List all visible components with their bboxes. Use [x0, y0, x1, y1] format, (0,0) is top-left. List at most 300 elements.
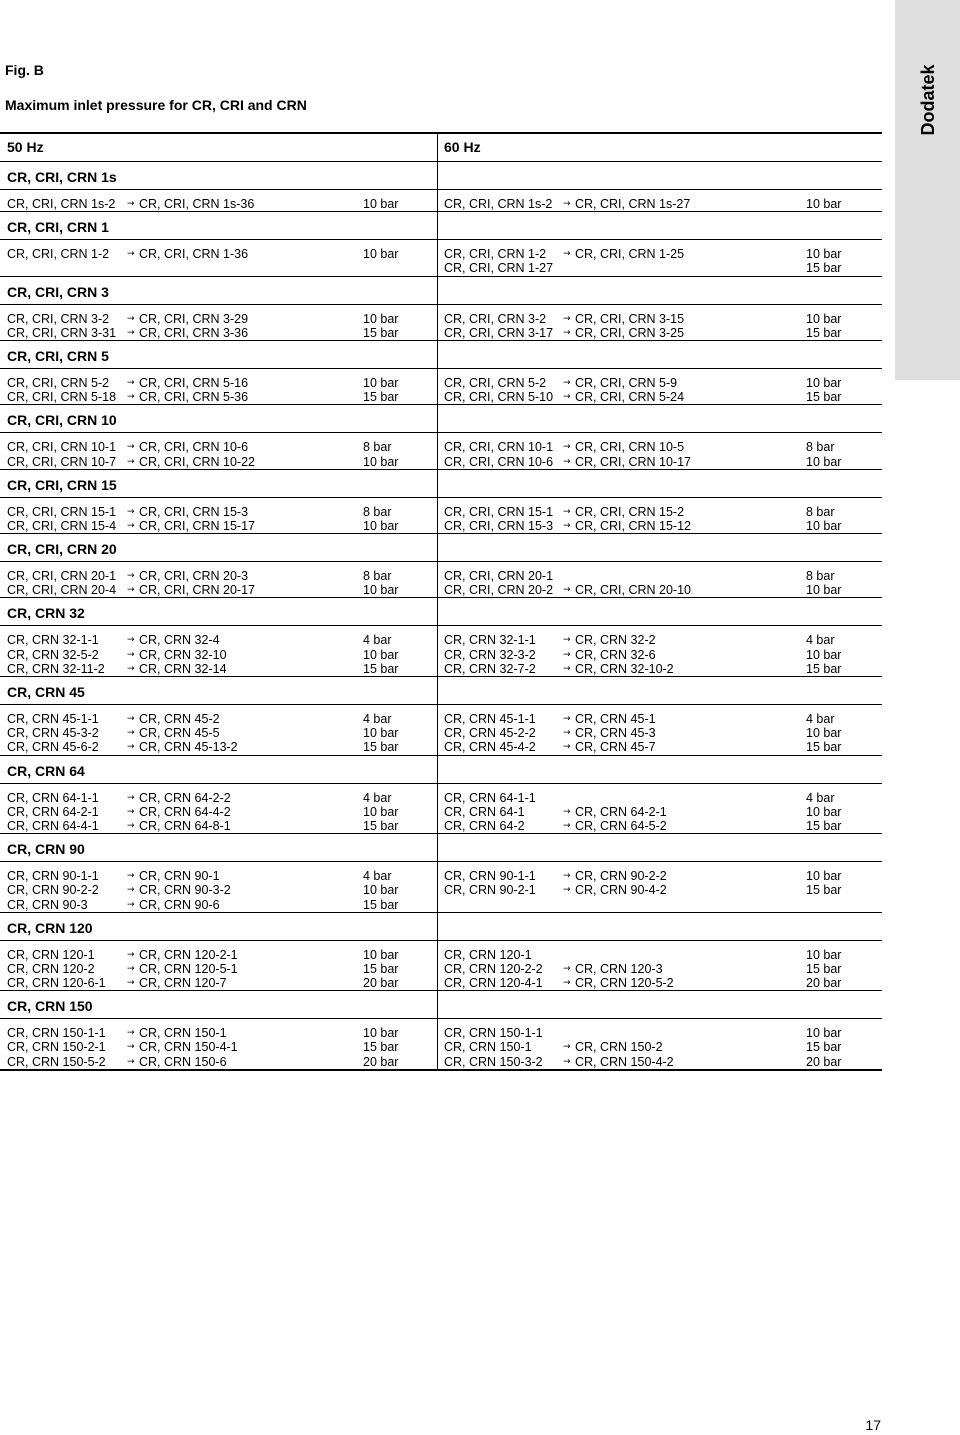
max-inlet-pressure: 10 bar [806, 869, 842, 884]
range-row [437, 197, 882, 211]
max-inlet-pressure: 8 bar [806, 569, 835, 584]
section-heading: CR, CRI, CRN 3 [0, 277, 882, 305]
max-inlet-pressure: 15 bar [363, 390, 399, 405]
range-row [0, 962, 437, 976]
range-end: CR, CRI, CRN 10-5 [575, 440, 685, 455]
range-start: CR, CRN 150-3-2 [444, 1054, 543, 1069]
range-row [0, 662, 437, 676]
range-row [0, 440, 437, 454]
max-inlet-pressure: 10 bar [363, 1026, 399, 1041]
arrow-icon: → [563, 199, 571, 209]
range-row [0, 312, 437, 326]
range-row [437, 455, 882, 469]
range-row [437, 869, 882, 883]
column-60hz [437, 948, 882, 991]
section-heading: CR, CRI, CRN 1s [0, 162, 882, 190]
column-50hz [0, 247, 437, 261]
range-end: CR, CRN 64-8-1 [139, 818, 231, 833]
range-start: CR, CRI, CRN 15-3 [444, 518, 554, 533]
range-row [437, 390, 882, 404]
arrow-icon: → [563, 978, 571, 989]
max-inlet-pressure: 15 bar [363, 661, 399, 676]
section-rows [0, 190, 882, 212]
section-rows [0, 862, 882, 913]
range-start: CR, CRI, CRN 1-2 [7, 247, 110, 262]
range-start: CR, CRN 64-1-1 [444, 790, 536, 805]
range-end: CR, CRN 150-4-2 [575, 1054, 674, 1069]
model-section [0, 991, 882, 1069]
range-end: CR, CRI, CRN 3-25 [575, 325, 685, 340]
range-start: CR, CRI, CRN 10-6 [444, 454, 554, 469]
range-end: CR, CRI, CRN 1-36 [139, 247, 249, 262]
arrow-icon: → [563, 1042, 571, 1053]
max-inlet-pressure: 10 bar [363, 804, 399, 819]
range-start: CR, CRN 90-1-1 [7, 869, 99, 884]
column-50hz [0, 197, 437, 211]
max-inlet-pressure: 4 bar [363, 869, 392, 884]
max-inlet-pressure: 10 bar [806, 518, 842, 533]
arrow-icon: → [127, 377, 135, 388]
range-end: CR, CRN 45-1 [575, 712, 656, 726]
column-60hz [437, 1026, 882, 1069]
max-inlet-pressure: 10 bar [363, 947, 399, 962]
range-start: CR, CRI, CRN 5-2 [7, 375, 110, 390]
max-inlet-pressure: 15 bar [363, 818, 399, 833]
max-inlet-pressure: 10 bar [363, 883, 399, 898]
section-heading: CR, CRN 32 [0, 598, 882, 626]
range-start: CR, CRN 90-2-2 [7, 883, 99, 898]
section-rows [0, 1019, 882, 1069]
column-60hz [437, 569, 882, 597]
range-row [437, 569, 882, 583]
arrow-icon: → [127, 442, 135, 453]
max-inlet-pressure: 10 bar [806, 726, 842, 741]
arrow-icon: → [127, 249, 135, 260]
section-rows [0, 498, 882, 534]
max-inlet-pressure: 15 bar [806, 818, 842, 833]
model-section [0, 677, 882, 756]
range-end: CR, CRN 120-7 [139, 976, 227, 991]
max-inlet-pressure: 15 bar [363, 1040, 399, 1055]
range-row [0, 390, 437, 404]
arrow-icon: → [127, 885, 135, 896]
range-end: CR, CRN 32-6 [575, 647, 656, 662]
column-50hz [0, 312, 437, 340]
arrow-icon: → [127, 1042, 135, 1053]
range-start: CR, CRN 150-1 [444, 1040, 532, 1055]
range-row [0, 648, 437, 662]
range-end: CR, CRI, CRN 5-24 [575, 390, 685, 405]
column-50hz [0, 1026, 437, 1069]
section-rows [0, 305, 882, 341]
range-row [0, 505, 437, 519]
range-start: CR, CRN 32-3-2 [444, 647, 536, 662]
frequency-header-row [0, 134, 882, 162]
max-inlet-pressure: 20 bar [363, 1054, 399, 1069]
range-start: CR, CRN 32-5-2 [7, 647, 99, 662]
range-end: CR, CRI, CRN 20-10 [575, 583, 691, 598]
max-inlet-pressure: 4 bar [363, 633, 392, 648]
range-row [437, 883, 882, 897]
range-end: CR, CRN 64-2-2 [139, 790, 231, 805]
range-start: CR, CRN 120-2 [7, 961, 95, 976]
max-inlet-pressure: 10 bar [363, 726, 399, 741]
range-start: CR, CRN 45-1-1 [7, 712, 99, 726]
range-start: CR, CRN 120-2-2 [444, 961, 543, 976]
max-inlet-pressure: 20 bar [363, 976, 399, 991]
max-inlet-pressure: 4 bar [363, 790, 392, 805]
arrow-icon: → [563, 649, 571, 660]
model-section [0, 212, 882, 276]
max-inlet-pressure: 10 bar [806, 454, 842, 469]
range-end: CR, CRI, CRN 3-36 [139, 325, 249, 340]
arrow-icon: → [127, 978, 135, 989]
arrow-icon: → [127, 199, 135, 209]
range-end: CR, CRN 45-5 [139, 726, 220, 741]
range-row [437, 1055, 882, 1069]
range-row [437, 326, 882, 340]
range-start: CR, CRN 150-1-1 [444, 1026, 543, 1041]
arrow-icon: → [127, 871, 135, 882]
column-50hz [0, 712, 437, 755]
range-row [0, 869, 437, 883]
range-end: CR, CRN 32-10 [139, 647, 227, 662]
max-inlet-pressure: 10 bar [363, 247, 399, 262]
max-inlet-pressure: 10 bar [363, 311, 399, 326]
range-start: CR, CRI, CRN 3-31 [7, 325, 117, 340]
range-end: CR, CRN 120-2-1 [139, 947, 238, 962]
range-row [437, 312, 882, 326]
range-row [437, 247, 882, 261]
arrow-icon: → [563, 728, 571, 739]
range-row [437, 791, 882, 805]
range-row [437, 712, 882, 726]
range-row [437, 261, 882, 275]
range-start: CR, CRI, CRN 1s-2 [444, 197, 553, 211]
column-50hz [0, 376, 437, 404]
range-end: CR, CRI, CRN 1s-27 [575, 197, 691, 211]
range-row [437, 805, 882, 819]
column-50hz [0, 869, 437, 912]
range-row [437, 505, 882, 519]
arrow-icon: → [127, 1056, 135, 1067]
range-start: CR, CRN 120-6-1 [7, 976, 106, 991]
range-end: CR, CRN 45-3 [575, 726, 656, 741]
range-start: CR, CRN 45-4-2 [444, 740, 536, 755]
range-start: CR, CRN 64-4-1 [7, 818, 99, 833]
range-start: CR, CRN 45-1-1 [444, 712, 536, 726]
range-end: CR, CRI, CRN 3-15 [575, 311, 685, 326]
page-number: 17 [865, 1417, 881, 1433]
range-end: CR, CRN 90-1 [139, 869, 220, 884]
range-end: CR, CRI, CRN 1-25 [575, 247, 685, 262]
range-row [437, 648, 882, 662]
range-row [437, 948, 882, 962]
arrow-icon: → [563, 442, 571, 453]
arrow-icon: → [563, 885, 571, 896]
arrow-icon: → [127, 949, 135, 960]
max-inlet-pressure: 4 bar [363, 712, 392, 726]
column-50hz [0, 569, 437, 597]
range-start: CR, CRN 64-1-1 [7, 790, 99, 805]
max-inlet-pressure: 10 bar [806, 311, 842, 326]
range-end: CR, CRI, CRN 5-36 [139, 390, 249, 405]
range-start: CR, CRI, CRN 20-1 [444, 569, 554, 584]
arrow-icon: → [563, 806, 571, 817]
column-60hz [437, 376, 882, 404]
arrow-icon: → [127, 585, 135, 596]
range-row [0, 633, 437, 647]
range-start: CR, CRI, CRN 1-27 [444, 261, 554, 276]
max-inlet-pressure: 10 bar [363, 375, 399, 390]
range-row [437, 962, 882, 976]
max-inlet-pressure: 15 bar [363, 961, 399, 976]
range-end: CR, CRI, CRN 5-9 [575, 375, 678, 390]
range-start: CR, CRI, CRN 20-1 [7, 569, 117, 584]
range-end: CR, CRI, CRN 15-3 [139, 504, 249, 519]
arrow-icon: → [563, 327, 571, 338]
max-inlet-pressure: 4 bar [806, 633, 835, 648]
column-60hz [437, 869, 882, 897]
range-row [437, 440, 882, 454]
arrow-icon: → [127, 663, 135, 674]
model-section [0, 162, 882, 212]
range-row [0, 569, 437, 583]
range-start: CR, CRN 150-5-2 [7, 1054, 106, 1069]
section-rows [0, 369, 882, 405]
range-end: CR, CRI, CRN 15-12 [575, 518, 691, 533]
range-start: CR, CRN 90-3 [7, 897, 88, 912]
column-50hz [0, 633, 437, 676]
arrow-icon: → [563, 820, 571, 831]
range-end: CR, CRI, CRN 10-22 [139, 454, 255, 469]
header-60hz: 60 Hz [444, 139, 481, 155]
range-row [437, 819, 882, 833]
max-inlet-pressure: 15 bar [363, 325, 399, 340]
range-end: CR, CRI, CRN 10-17 [575, 454, 691, 469]
column-50hz [0, 505, 437, 533]
range-row [437, 1026, 882, 1040]
column-60hz [437, 312, 882, 340]
model-section [0, 277, 882, 341]
range-start: CR, CRN 150-1-1 [7, 1026, 106, 1041]
max-inlet-pressure: 10 bar [806, 1026, 842, 1041]
range-start: CR, CRN 120-4-1 [444, 976, 543, 991]
section-heading: CR, CRI, CRN 1 [0, 212, 882, 240]
column-50hz [0, 948, 437, 991]
range-end: CR, CRN 45-7 [575, 740, 656, 755]
max-inlet-pressure: 15 bar [363, 897, 399, 912]
range-end: CR, CRI, CRN 3-29 [139, 311, 249, 326]
range-row [0, 197, 437, 211]
range-end: CR, CRN 64-5-2 [575, 818, 667, 833]
range-row [437, 633, 882, 647]
section-heading: CR, CRI, CRN 10 [0, 405, 882, 433]
max-inlet-pressure: 10 bar [806, 583, 842, 598]
range-end: CR, CRI, CRN 5-16 [139, 375, 249, 390]
max-inlet-pressure: 10 bar [806, 247, 842, 262]
inlet-pressure-table [0, 132, 882, 1071]
section-rows [0, 562, 882, 598]
model-section [0, 598, 882, 677]
range-row [0, 726, 437, 740]
max-inlet-pressure: 10 bar [806, 375, 842, 390]
model-section [0, 756, 882, 835]
section-heading: CR, CRN 45 [0, 677, 882, 705]
model-section [0, 534, 882, 598]
max-inlet-pressure: 10 bar [363, 647, 399, 662]
arrow-icon: → [563, 963, 571, 974]
arrow-icon: → [563, 456, 571, 467]
max-inlet-pressure: 8 bar [363, 440, 392, 455]
arrow-icon: → [563, 520, 571, 531]
range-start: CR, CRI, CRN 5-2 [444, 375, 547, 390]
arrow-icon: → [127, 456, 135, 467]
range-start: CR, CRI, CRN 5-18 [7, 390, 117, 405]
range-start: CR, CRI, CRN 10-1 [444, 440, 554, 455]
range-row [0, 583, 437, 597]
range-start: CR, CRN 45-6-2 [7, 740, 99, 755]
range-end: CR, CRN 32-14 [139, 661, 227, 676]
range-end: CR, CRI, CRN 20-3 [139, 569, 249, 584]
column-50hz [0, 440, 437, 468]
range-start: CR, CRN 120-1 [7, 947, 95, 962]
column-60hz [437, 791, 882, 834]
range-start: CR, CRI, CRN 1-2 [444, 247, 547, 262]
max-inlet-pressure: 10 bar [806, 197, 842, 211]
max-inlet-pressure: 10 bar [806, 647, 842, 662]
range-start: CR, CRI, CRN 15-1 [444, 504, 554, 519]
section-rows [0, 433, 882, 469]
range-end: CR, CRN 45-2 [139, 712, 220, 726]
section-rows [0, 626, 882, 677]
range-row [437, 1040, 882, 1054]
range-row [437, 976, 882, 990]
figure-label: Fig. B [5, 62, 44, 78]
arrow-icon: → [563, 742, 571, 753]
range-row [437, 662, 882, 676]
max-inlet-pressure: 8 bar [806, 504, 835, 519]
max-inlet-pressure: 15 bar [806, 325, 842, 340]
table-sections [0, 162, 882, 1069]
column-60hz [437, 712, 882, 755]
arrow-icon: → [563, 585, 571, 596]
range-start: CR, CRI, CRN 5-10 [444, 390, 554, 405]
column-60hz [437, 633, 882, 676]
range-row [0, 326, 437, 340]
max-inlet-pressure: 15 bar [806, 883, 842, 898]
chapter-tab-label: Dodatek [917, 64, 938, 136]
range-row [0, 805, 437, 819]
section-heading: CR, CRN 150 [0, 991, 882, 1019]
range-end: CR, CRN 150-4-1 [139, 1040, 238, 1055]
max-inlet-pressure: 10 bar [363, 454, 399, 469]
section-heading: CR, CRI, CRN 20 [0, 534, 882, 562]
section-heading: CR, CRI, CRN 5 [0, 341, 882, 369]
range-start: CR, CRI, CRN 10-1 [7, 440, 117, 455]
range-start: CR, CRN 90-2-1 [444, 883, 536, 898]
arrow-icon: → [563, 392, 571, 403]
range-end: CR, CRN 32-4 [139, 633, 220, 648]
range-row [0, 1040, 437, 1054]
max-inlet-pressure: 8 bar [363, 569, 392, 584]
range-start: CR, CRN 45-2-2 [444, 726, 536, 741]
section-heading: CR, CRN 120 [0, 913, 882, 941]
arrow-icon: → [127, 506, 135, 517]
arrow-icon: → [127, 571, 135, 582]
column-50hz [0, 791, 437, 834]
range-row [437, 376, 882, 390]
arrow-icon: → [563, 377, 571, 388]
arrow-icon: → [127, 327, 135, 338]
model-section [0, 834, 882, 913]
model-section [0, 913, 882, 992]
arrow-icon: → [127, 792, 135, 803]
max-inlet-pressure: 15 bar [806, 961, 842, 976]
max-inlet-pressure: 20 bar [806, 1054, 842, 1069]
max-inlet-pressure: 10 bar [363, 518, 399, 533]
range-start: CR, CRN 64-2-1 [7, 804, 99, 819]
range-end: CR, CRN 120-5-1 [139, 961, 238, 976]
arrow-icon: → [127, 392, 135, 403]
section-rows [0, 941, 882, 992]
range-start: CR, CRN 32-7-2 [444, 661, 536, 676]
range-start: CR, CRI, CRN 1s-2 [7, 197, 116, 211]
range-row [0, 1026, 437, 1040]
column-60hz [437, 247, 882, 275]
column-divider [437, 134, 438, 1069]
range-row [437, 583, 882, 597]
arrow-icon: → [127, 820, 135, 831]
range-row [0, 819, 437, 833]
arrow-icon: → [127, 742, 135, 753]
range-start: CR, CRN 32-1-1 [7, 633, 99, 648]
max-inlet-pressure: 15 bar [363, 740, 399, 755]
range-end: CR, CRI, CRN 15-17 [139, 518, 255, 533]
section-rows [0, 240, 882, 276]
arrow-icon: → [127, 728, 135, 739]
range-row [0, 883, 437, 897]
range-start: CR, CRI, CRN 3-2 [444, 311, 547, 326]
range-end: CR, CRN 45-13-2 [139, 740, 238, 755]
arrow-icon: → [127, 635, 135, 646]
column-60hz [437, 197, 882, 211]
range-end: CR, CRN 32-10-2 [575, 661, 674, 676]
arrow-icon: → [563, 1056, 571, 1067]
chapter-side-tab [895, 0, 960, 380]
arrow-icon: → [563, 871, 571, 882]
range-end: CR, CRN 64-2-1 [575, 804, 667, 819]
max-inlet-pressure: 8 bar [363, 504, 392, 519]
max-inlet-pressure: 10 bar [806, 947, 842, 962]
max-inlet-pressure: 4 bar [806, 712, 835, 726]
arrow-icon: → [563, 249, 571, 260]
range-start: CR, CRN 90-1-1 [444, 869, 536, 884]
range-end: CR, CRN 64-4-2 [139, 804, 231, 819]
arrow-icon: → [127, 313, 135, 324]
max-inlet-pressure: 20 bar [806, 976, 842, 991]
arrow-icon: → [127, 806, 135, 817]
range-start: CR, CRI, CRN 3-17 [444, 325, 554, 340]
range-row [0, 247, 437, 261]
arrow-icon: → [127, 963, 135, 974]
range-end: CR, CRN 120-5-2 [575, 976, 674, 991]
range-row [0, 519, 437, 533]
section-heading: CR, CRN 90 [0, 834, 882, 862]
max-inlet-pressure: 10 bar [363, 197, 399, 211]
range-start: CR, CRN 32-11-2 [7, 661, 105, 676]
max-inlet-pressure: 15 bar [806, 661, 842, 676]
